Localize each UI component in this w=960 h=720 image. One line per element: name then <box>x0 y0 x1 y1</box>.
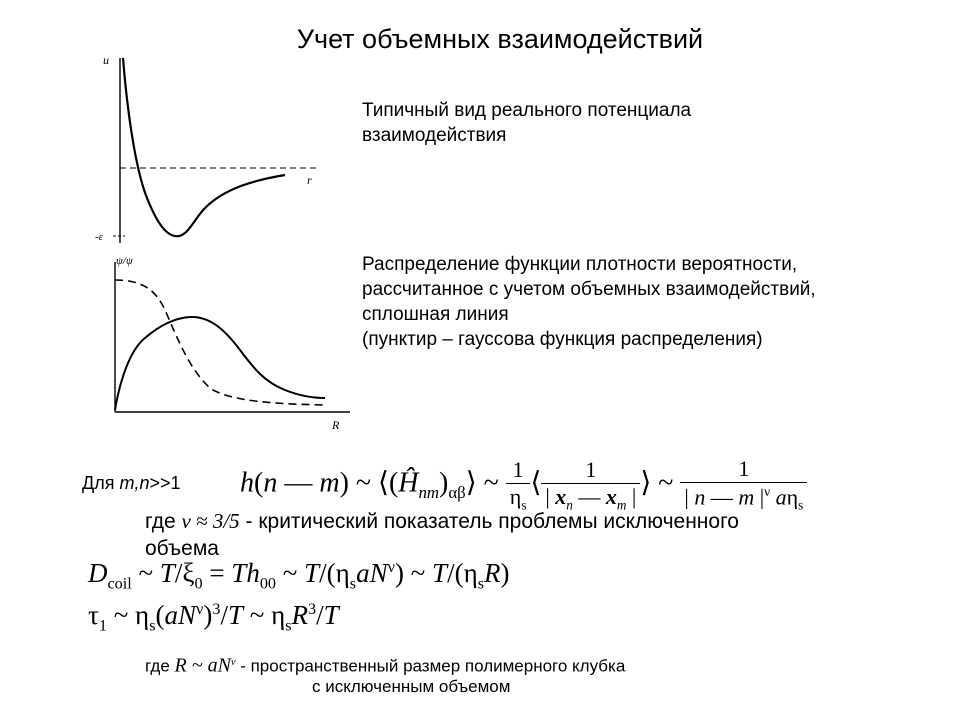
potential-min-label: -ε <box>95 231 103 243</box>
distribution-x-axis-label: R <box>332 418 340 432</box>
potential-graph <box>95 48 335 250</box>
condition-prefix: Для <box>82 473 120 493</box>
footer-nu: ν <box>230 657 236 668</box>
potential-description-line: взаимодействия <box>362 125 507 146</box>
gaussian-dashed-curve <box>115 280 325 405</box>
distribution-y-axis-label: ψ/ψ <box>116 255 133 267</box>
potential-curve <box>123 58 285 236</box>
fraction-3: $\frac{1}{| n — m |^\nu a\eta_s}$ <box>680 458 807 512</box>
condition-label <box>82 473 181 494</box>
condition-vars: m,n <box>119 473 150 493</box>
excluded-volume-curve <box>115 317 325 410</box>
potential-y-axis-label: u <box>103 53 109 67</box>
distribution-description <box>362 252 816 352</box>
fraction-1: $\frac{1}{\eta_s}$ <box>506 459 531 512</box>
critical-expr: ν ≈ 3/5 <box>181 509 240 533</box>
footer-note-cont: с исключенным объемом <box>312 677 511 696</box>
distribution-description-line: Распределение функции плотности вероятности, <box>362 254 798 275</box>
critical-where: где <box>145 510 182 533</box>
footer-expr: R ~ aN <box>174 654 231 677</box>
critical-exponent <box>145 508 739 562</box>
critical-text: - критический показатель проблемы исключенного <box>239 510 739 533</box>
footer-where: где <box>145 656 175 676</box>
distribution-description-line: рассчитанное с учетом объемных взаимодействий, <box>362 279 816 300</box>
footer-note <box>145 651 625 678</box>
distribution-description-line: (пунктир – гауссова функция распределения) <box>362 329 763 350</box>
main-formula: h(n — m) ~ $⟨(Ĥ_{nm})_{\alpha\beta}⟩$ ~ $\frac{1}{\eta_s}$ ⟨ $\frac{1}{| x_n — x_m |}$ ⟩ ~ $\frac{1}{| n — m |^\nu a\eta_s}$ <box>240 458 807 512</box>
potential-description <box>362 98 691 148</box>
footer-text: - пространственный размер полимерного клубка <box>235 656 626 676</box>
potential-description-line: Типичный вид реального потенциала <box>362 100 692 121</box>
distribution-graph <box>100 250 355 435</box>
condition-suffix: >>1 <box>149 473 181 493</box>
potential-x-axis-label: r <box>307 173 312 187</box>
fraction-2: $\frac{1}{| x_n — x_m |}$ <box>541 459 640 512</box>
distribution-description-line: сплошная линия <box>362 304 509 325</box>
slide-title: Учет объемных взаимодействий <box>296 24 704 54</box>
critical-text-cont: объема <box>145 537 219 560</box>
diffusion-formula: $D_{coil}$ ~ $T/\xi_0 = Th_{00}$ ~ $T/(\eta_saN^\nu)$ ~ $T/(\eta_sR)$ <box>88 558 510 593</box>
relaxation-formula: $\tau_1$ ~ $\eta_s(aN^\nu)^3/T$ ~ $\eta_sR^3/T$ <box>88 600 339 635</box>
